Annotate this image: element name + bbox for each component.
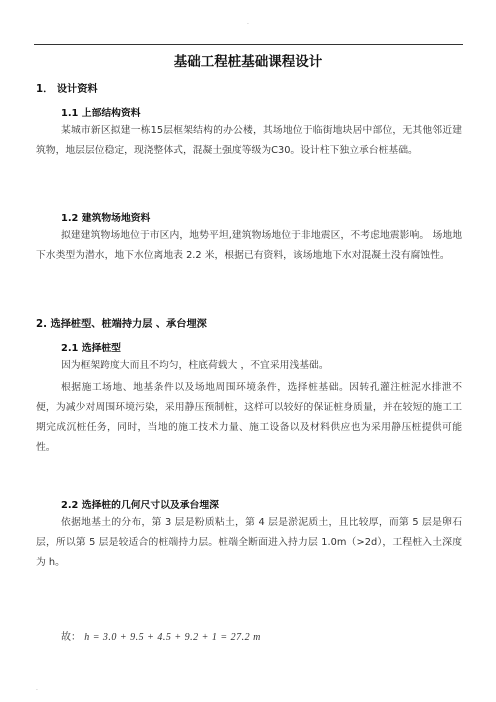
footer-mark: . [36,685,38,692]
formula-prefix: 故： [61,632,81,643]
header-rule [34,44,463,45]
section-heading-2: 2. 选择桩型、桩端持力层 、承台埋深 [36,319,207,330]
document-title: 基础工程桩基础课程设计 [173,54,323,70]
subsection-heading-2-1: 2.1 选择桩型 [61,343,121,354]
subsection-heading-1-2: 1.2 建筑物场地资料 [61,213,151,224]
section-heading-1: 1． 设计资料 [36,84,98,95]
paragraph-2-1-b: 根据施工场地、地基条件以及场地周围环境条件，选择桩基础。因转孔灌注桩泥水排泄不便，为减少对周围环境污染，采用静压预制桩，这样可以较好的保证桩身质量，并在较短的施工工期完成沉桩任务，同时，当地的施工技术力量、施工设备以及材料供应也为采用静压桩提供可能性。 [36,382,462,453]
subsection-heading-1-1: 1.1 上部结构资料 [61,108,141,119]
depth-formula [61,628,261,643]
subsection-heading-2-2: 2.2 选择桩的几何尺寸以及承台埋深 [61,500,219,511]
paragraph-2-2: 依据地基土的分布，第 3 层是粉质粘土，第 4 层是淤泥质土，且比较厚，而第 5 层是卵石层，所以第 5 层是较适合的桩端持力层。桩端全断面进入持力层 1.0m（>2d），工程桩入土深度为 h。 [36,517,462,568]
paragraph-1-1: 某城市新区拟建一栋15层框架结构的办公楼，其场地位于临街地块居中部位，无其他邻近建筑物，地层层位稳定，现浇整体式，混凝土强度等级为C30。设计柱下独立承台桩基础。 [36,125,462,156]
paragraph-1-2: 拟建建筑物场地位于市区内，地势平坦,建筑物场地位于非地震区，不考虑地震影响。 场地地下水类型为潜水，地下水位离地表 2.2 米，根据已有资料，该场地地下水对混凝土没有腐蚀性。 [36,230,462,261]
header-mark: . [247,19,249,26]
paragraph-2-1-a: 因为框架跨度大而且不均匀，柱底荷载大 ，不宜采用浅基础。 [61,360,329,371]
formula-expression: h = 3.0 + 9.5 + 4.5 + 9.2 + 1 = 27.2 m [84,632,261,643]
